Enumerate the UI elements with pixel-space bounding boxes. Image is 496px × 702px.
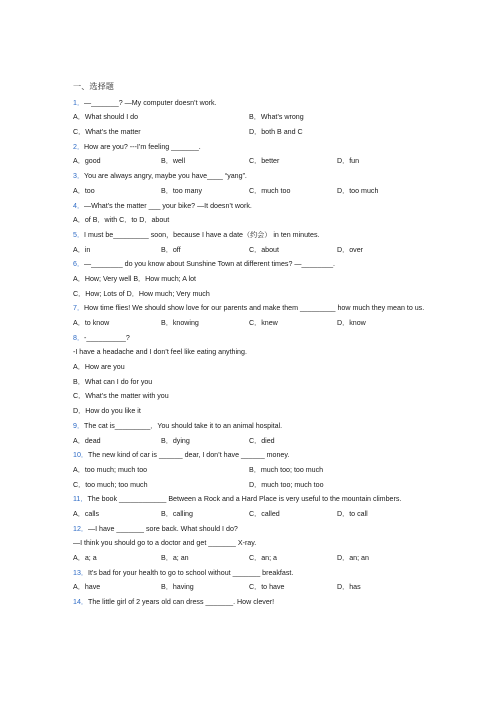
question-stem bbox=[73, 140, 425, 155]
options-row bbox=[73, 154, 425, 169]
option: B．having bbox=[161, 583, 194, 592]
question-number: 13． bbox=[73, 568, 88, 577]
option: A．have bbox=[73, 583, 101, 592]
question-text: —What’s the matter ___ your bike? —It doesn’t work. bbox=[84, 201, 252, 210]
option: A．too bbox=[73, 186, 95, 195]
option: B．knowing bbox=[161, 319, 199, 328]
option: C．to have bbox=[249, 583, 285, 592]
option: C．called bbox=[249, 509, 280, 518]
option: C．about bbox=[249, 245, 279, 254]
question-number: 14． bbox=[73, 598, 88, 607]
options-row bbox=[73, 580, 425, 595]
option: B．calling bbox=[161, 509, 193, 518]
option: B．too many bbox=[161, 186, 203, 195]
option: A．How; Very well B．How much; A lot bbox=[73, 274, 196, 283]
question-item bbox=[73, 331, 425, 419]
question-text: —I have _______ sore back. What should I do? bbox=[87, 524, 238, 533]
question-stem bbox=[73, 492, 425, 507]
option: D．too much bbox=[337, 186, 379, 195]
question-stem bbox=[73, 331, 425, 346]
option: A．in bbox=[73, 245, 91, 254]
options-row bbox=[73, 551, 425, 566]
question-number: 11． bbox=[73, 495, 88, 504]
option: C．much too bbox=[249, 186, 291, 195]
question-list bbox=[73, 96, 425, 610]
question-stem bbox=[73, 566, 425, 581]
question-sheet bbox=[73, 80, 425, 610]
option: D．has bbox=[337, 583, 361, 592]
question-text: —I think you should go to a doctor and get _______ X-ray. bbox=[73, 539, 257, 548]
option: A．too much; much too bbox=[73, 465, 148, 474]
question-item bbox=[73, 257, 425, 301]
question-item bbox=[73, 566, 425, 595]
question-text: The cat is_________．You should take it to an animal hospital. bbox=[84, 421, 283, 430]
option: A．to know bbox=[73, 319, 110, 328]
question-item bbox=[73, 199, 425, 228]
question-number: 12． bbox=[73, 524, 88, 533]
option: C．too much; too much bbox=[73, 480, 148, 489]
question-number: 4． bbox=[73, 201, 85, 210]
option: A．calls bbox=[73, 509, 100, 518]
question-text: It’s bad for your health to go to school without _______ breakfast. bbox=[87, 568, 294, 577]
options-row bbox=[73, 110, 425, 125]
option: B．well bbox=[161, 157, 186, 166]
options-row bbox=[73, 507, 425, 522]
question-stem bbox=[73, 345, 425, 360]
options-row bbox=[73, 434, 425, 449]
option: C．died bbox=[249, 436, 275, 445]
option: A．of B．with C．to D．about bbox=[73, 216, 170, 225]
question-text: How time flies! We should show love for our parents and make them _________ how much they mean to us. bbox=[84, 304, 425, 313]
options-row bbox=[73, 316, 425, 331]
question-item bbox=[73, 140, 425, 169]
option: D．to call bbox=[337, 509, 368, 518]
option: C．better bbox=[249, 157, 280, 166]
options-row bbox=[73, 184, 425, 199]
question-item bbox=[73, 169, 425, 198]
option: D．know bbox=[337, 319, 366, 328]
option: D．over bbox=[337, 245, 364, 254]
question-item bbox=[73, 228, 425, 257]
question-number: 10． bbox=[73, 451, 88, 460]
question-text: How are you? ---I’m feeling _______. bbox=[84, 142, 201, 151]
question-stem bbox=[73, 536, 425, 551]
question-text: The book ____________ Between a Rock and a Hard Place is very useful to the mountain climbers. bbox=[87, 495, 402, 504]
options-row bbox=[73, 125, 425, 140]
question-number: 2． bbox=[73, 142, 85, 151]
question-text: You are always angry, maybe you have____ “yang”. bbox=[84, 172, 247, 181]
question-stem bbox=[73, 228, 425, 243]
question-text: —________ do you know about Sunshine Town at different times? —________. bbox=[84, 260, 336, 269]
question-item bbox=[73, 595, 425, 610]
question-stem bbox=[73, 96, 425, 111]
option: B．a; an bbox=[161, 554, 189, 563]
question-item bbox=[73, 96, 425, 140]
question-number: 8． bbox=[73, 333, 85, 342]
option bbox=[337, 434, 425, 449]
options-row bbox=[73, 243, 425, 258]
question-stem bbox=[73, 448, 425, 463]
option: D．much too; much too bbox=[249, 480, 324, 489]
question-number: 7． bbox=[73, 304, 85, 313]
question-text: I must be_________ soon，because I have a date（约会） in ten minutes. bbox=[84, 230, 320, 239]
option: D．an; an bbox=[337, 554, 369, 563]
question-number: 1． bbox=[73, 98, 85, 107]
question-number: 5． bbox=[73, 230, 85, 239]
options-row bbox=[73, 463, 425, 478]
question-stem bbox=[73, 257, 425, 272]
option: A．a; a bbox=[73, 554, 97, 563]
question-text: -__________? bbox=[84, 333, 130, 342]
option: C．How; Lots of D．How much; Very much bbox=[73, 289, 210, 298]
options-row bbox=[73, 478, 425, 493]
question-stem bbox=[73, 169, 425, 184]
question-number: 3． bbox=[73, 172, 85, 181]
option: C．What’s the matter bbox=[73, 128, 141, 137]
option: A．How are you bbox=[73, 363, 125, 372]
section-title: 一、选择题 bbox=[73, 82, 114, 91]
question-item bbox=[73, 492, 425, 521]
question-item bbox=[73, 419, 425, 448]
question-stem bbox=[73, 522, 425, 537]
option: A．What should I do bbox=[73, 113, 139, 122]
question-item bbox=[73, 301, 425, 330]
option: B．What can I do for you bbox=[73, 377, 153, 386]
option: A．dead bbox=[73, 436, 101, 445]
question-text: —_______? —My computer doesn’t work. bbox=[84, 98, 217, 107]
option: B．dying bbox=[161, 436, 190, 445]
question-stem bbox=[73, 595, 425, 610]
option: B．much too; too much bbox=[249, 465, 324, 474]
option: C．What’s the matter with you bbox=[73, 392, 169, 401]
option: C．an; a bbox=[249, 554, 277, 563]
question-item bbox=[73, 448, 425, 492]
option: D．How do you like it bbox=[73, 407, 141, 416]
question-number: 9． bbox=[73, 421, 85, 430]
question-number: 6． bbox=[73, 260, 85, 269]
question-stem bbox=[73, 419, 425, 434]
option: C．knew bbox=[249, 319, 278, 328]
question-item bbox=[73, 522, 425, 566]
option: B．off bbox=[161, 245, 181, 254]
option: A．good bbox=[73, 157, 101, 166]
option: B．What’s wrong bbox=[249, 113, 304, 122]
option: D．fun bbox=[337, 157, 360, 166]
question-text: The little girl of 2 years old can dress _______. How clever! bbox=[87, 598, 275, 607]
question-text: -I have a headache and I don’t feel like eating anything. bbox=[73, 348, 247, 357]
option: D．both B and C bbox=[249, 128, 303, 137]
question-text: The new kind of car is ______ dear, I don’t have ______ money. bbox=[87, 451, 290, 460]
question-stem bbox=[73, 199, 425, 214]
question-stem bbox=[73, 301, 425, 316]
